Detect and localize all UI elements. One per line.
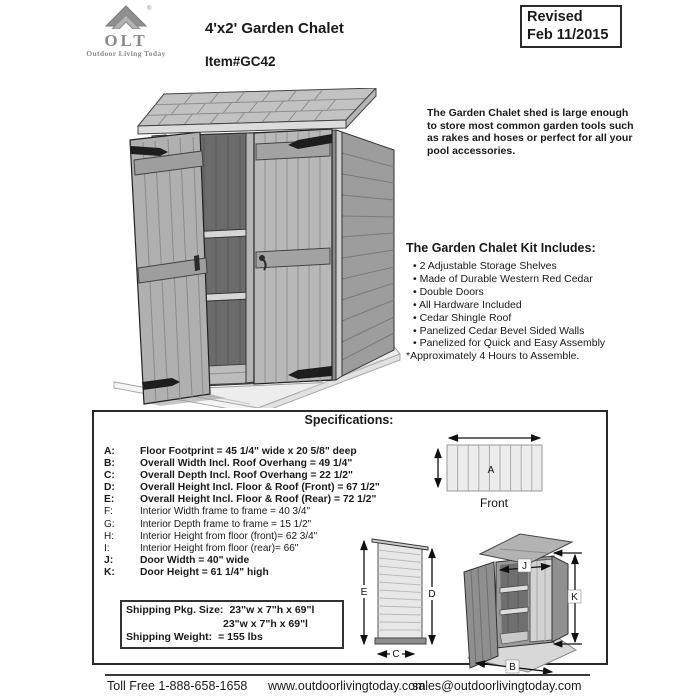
dim-label-c: C (392, 649, 400, 660)
revised-date: Feb 11/2015 (527, 27, 609, 43)
spec-row: F: Interior Width frame to frame = 40 3/4" (104, 506, 311, 518)
kit-item: • Made of Durable Western Red Cedar (413, 273, 636, 286)
perspective-diagram (462, 528, 584, 678)
mini-right-door (530, 559, 552, 642)
kit-title: The Garden Chalet Kit Includes: (406, 241, 596, 255)
mini-side (552, 556, 568, 642)
shipping-weight-label: Shipping Weight: (126, 631, 213, 643)
brand-tagline: Outdoor Living Today (86, 49, 166, 58)
footer-website: www.outdoorlivingtoday.com (268, 679, 426, 693)
spec-row: J: Door Width = 40" wide (104, 554, 250, 566)
item-number: Item#GC42 (205, 54, 276, 69)
right-door (254, 129, 332, 384)
revised-box (520, 5, 622, 48)
olt-logo (84, 2, 168, 58)
revised-label: Revised (527, 9, 583, 25)
side-view-diagram (350, 532, 445, 662)
kit-item: • Panelized for Quick and Easy Assembly (413, 337, 636, 350)
shipping-size-label: Shipping Pkg. Size: (126, 604, 224, 616)
shipping-weight-value: = 155 lbs (218, 631, 263, 643)
shed-illustration (100, 88, 420, 408)
kit-footnote: *Approximately 4 Hours to Assemble. (406, 350, 580, 363)
spec-row: H: Interior Height from floor (front)= 62 3/4" (104, 530, 318, 542)
product-description: The Garden Chalet shed is large enough to store most common garden tools such as rakes and hoses or perfect for all your pool accessories. (427, 107, 634, 157)
spec-row: K: Door Height = 61 1/4" high (104, 566, 269, 578)
spec-row: B: Overall Width Incl. Roof Overhang = 49 1/4" (104, 458, 353, 470)
kit-list (406, 260, 636, 350)
dim-label-e: E (360, 587, 368, 598)
kit-item: • All Hardware Included (413, 299, 636, 312)
spec-row: C: Overall Depth Incl. Roof Overhang = 22 1/2" (104, 470, 353, 482)
shipping-size-2: 23"w x 7"h x 69"l (223, 617, 308, 630)
specifications-title: Specifications: (304, 413, 394, 427)
dim-label-d: D (428, 589, 436, 600)
dim-label-j: J (522, 561, 527, 572)
spec-row: D: Overall Height Incl. Floor & Roof (Front) = 67 1/2" (104, 482, 380, 494)
page-title: 4'x2' Garden Chalet (205, 20, 344, 37)
footer-phone: Toll Free 1-888-658-1658 (107, 679, 248, 693)
footer-email: sales@outdoorlivingtoday.com (412, 679, 582, 693)
spec-row: G: Interior Depth frame to frame = 15 1/2" (104, 518, 312, 530)
kit-item: • Cedar Shingle Roof (413, 312, 636, 325)
front-caption: Front (479, 496, 509, 510)
brand-text: OLT (104, 31, 148, 50)
footer-divider (105, 674, 590, 676)
shingle-roof (138, 88, 376, 134)
side-wall (336, 130, 394, 380)
kit-item: • 2 Adjustable Storage Shelves (413, 260, 636, 273)
spec-row: A: Floor Footprint = 45 1/4" wide x 20 5/8" deep (104, 446, 357, 457)
door-handle-icon (194, 255, 200, 271)
roof-icon (84, 2, 168, 29)
kit-item: • Panelized Cedar Bevel Sided Walls (413, 325, 636, 338)
registered-mark: ® (147, 6, 152, 12)
footprint-diagram (430, 430, 554, 512)
kit-includes (406, 241, 636, 363)
dim-label-k: K (571, 592, 578, 603)
spec-row: I: Interior Height from floor (rear)= 66" (104, 542, 299, 554)
shipping-size-1: 23"w x 7"h x 69"l (229, 604, 315, 616)
dim-label-b: B (509, 662, 516, 673)
dim-label-a: A (487, 465, 495, 476)
spec-row: E: Overall Height Incl. Floor & Roof (Rear) = 72 1/2" (104, 494, 377, 506)
floor-panel (447, 445, 542, 491)
shipping-box (120, 600, 344, 649)
left-door-open (130, 132, 210, 404)
side-base (375, 638, 426, 644)
kit-item: • Double Doors (413, 286, 636, 299)
